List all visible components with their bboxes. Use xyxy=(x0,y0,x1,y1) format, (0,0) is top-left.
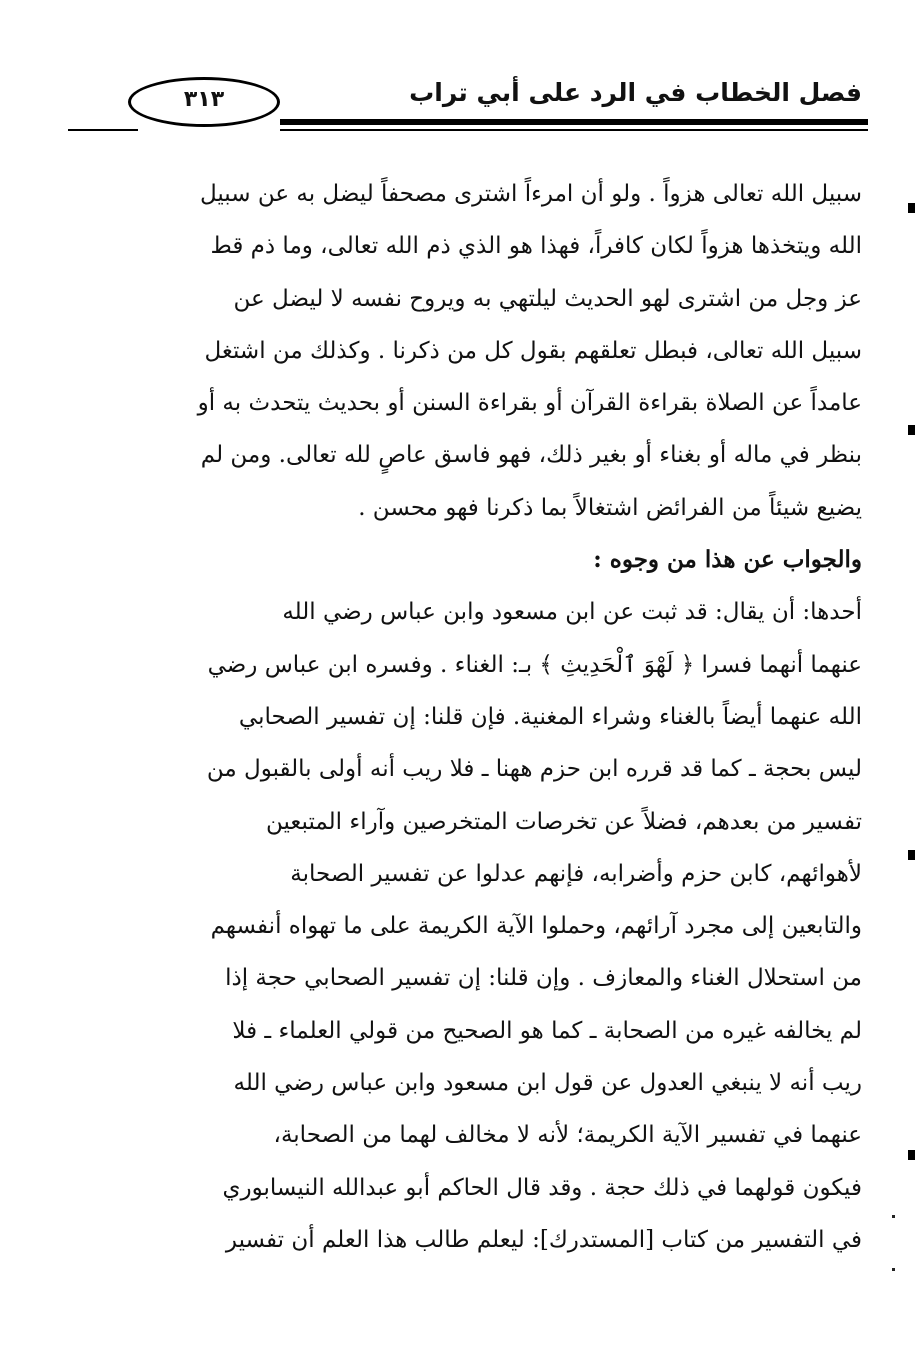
page-number-oval xyxy=(128,77,280,127)
text-line: لأهوائهم، كابن حزم وأضرابه، فإنهم عدلوا عن تفسير الصحابة xyxy=(290,860,862,887)
text-line: عز وجل من اشترى لهو الحديث ليلتهي به ويروح نفسه لا ليضل عن xyxy=(233,285,862,312)
section-heading: والجواب عن هذا من وجوه : xyxy=(593,546,862,574)
text-line: بنظر في ماله أو بغناء أو بغير ذلك، فهو فاسق عاصٍ لله تعالى. ومن لم xyxy=(200,442,862,469)
margin-dot xyxy=(892,1215,895,1218)
text-line: ليس بحجة ـ كما قد قرره ابن حزم ههنا ـ فلا ريب أنه أولى بالقبول من xyxy=(206,756,862,783)
text-line: ريب أنه لا ينبغي العدول عن قول ابن مسعود وابن عباس رضي الله xyxy=(233,1070,862,1097)
text-line: من استحلال الغناء والمعازف . وإن قلنا: إن تفسير الصحابي حجة إذا xyxy=(225,965,862,992)
text-line: سبيل الله تعالى هزواً . ولو أن امرءاً اشترى مصحفاً ليضل به عن سبيل xyxy=(199,181,862,207)
text-line: لم يخالفه غيره من الصحابة ـ كما هو الصحيح من قولي العلماء ـ فلا xyxy=(232,1017,862,1044)
book-title: فصل الخطاب في الرد على أبي تراب xyxy=(409,78,862,107)
text-line: في التفسير من كتاب [المستدرك]: ليعلم طالب هذا العلم أن تفسير xyxy=(225,1226,862,1253)
header-rule-left xyxy=(68,129,138,131)
body-text xyxy=(76,168,862,1266)
margin-mark xyxy=(908,850,915,860)
text-line: الله ويتخذها هزواً لكان كافراً، فهذا هو الذي ذم الله تعالى، وما ذم قط xyxy=(210,233,862,260)
text-line: الله عنهما أيضاً بالغناء وشراء المغنية. فإن قلنا: إن تفسير الصحابي xyxy=(238,703,862,730)
text-line: عنهما أنهما فسرا ﴿ لَهْوَ ٱلْحَدِيثِ ﴾ بـ: الغناء . وفسره ابن عباس رضي xyxy=(207,651,862,678)
text-line: عنهما في تفسير الآية الكريمة؛ لأنه لا مخالف لهما من الصحابة، xyxy=(273,1122,862,1149)
margin-mark xyxy=(908,1150,915,1160)
text-line: تفسير من بعدهم، فضلاً عن تخرصات المتخرصين وآراء المتبعين xyxy=(265,808,862,835)
page-number: ٣١٣ xyxy=(183,87,225,112)
margin-dot xyxy=(892,1268,895,1271)
text-line: سبيل الله تعالى، فبطل تعلقهم بقول كل من ذكرنا . وكذلك من اشتغل xyxy=(204,337,862,364)
header-rule-thick xyxy=(280,119,868,125)
text-line: عامداً عن الصلاة بقراءة القرآن أو بقراءة السنن أو بحديث يتحدث به أو xyxy=(197,390,862,417)
text-line: فيكون قولهما في ذلك حجة . وقد قال الحاكم أبو عبدالله النيسابوري xyxy=(222,1174,862,1201)
text-line: يضيع شيئاً من الفرائض اشتغالاً بما ذكرنا فهو محسن . xyxy=(358,494,862,521)
text-line: والتابعين إلى مجرد آرائهم، وحملوا الآية الكريمة على ما تهواه أنفسهم xyxy=(210,913,862,940)
header-rule-thin xyxy=(280,129,868,131)
margin-mark xyxy=(908,425,915,435)
text-line: أحدها: أن يقال: قد ثبت عن ابن مسعود وابن عباس رضي الله xyxy=(282,599,862,626)
margin-mark xyxy=(908,203,915,213)
page-header xyxy=(68,60,868,140)
